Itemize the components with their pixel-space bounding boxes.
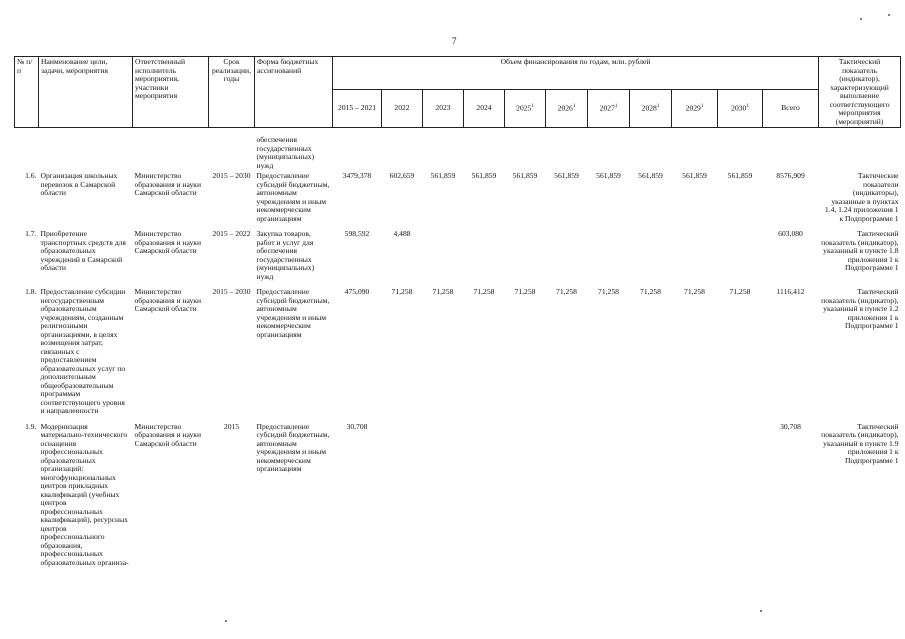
funding-value — [630, 229, 672, 282]
year-header — [423, 90, 464, 128]
scan-speck — [225, 620, 227, 622]
year-label: 2015 – 2021 — [338, 103, 376, 113]
table-row — [15, 422, 901, 569]
funding-value: 71,258 — [598, 287, 619, 296]
funding-value: 71,258 — [729, 287, 751, 296]
funding-value: 71,258 — [640, 287, 661, 296]
header-funding: Объем финансирования по годам, млн. рублей — [333, 57, 819, 90]
row-term: 2015 — [223, 421, 240, 431]
row-indicator: Тактический показатель (индикатор), указанный в пункте 1.2 приложения 1 к Подпрограмме 1 — [821, 287, 899, 330]
year-header — [505, 90, 546, 128]
row-indicator: Тактические показатели (индикаторы), указанные в пунктах 1.4, 1.24 приложения 1 к Подпрограмме 1 — [824, 171, 899, 223]
funding-value — [546, 422, 588, 569]
funding-value: 561,859 — [682, 171, 707, 180]
funding-value: 71,258 — [556, 287, 577, 296]
year-header — [718, 90, 763, 128]
row-term: 2015 – 2030 — [212, 171, 251, 180]
year-header — [546, 90, 588, 128]
funding-value: 8576,909 — [776, 171, 805, 180]
row-number: 1.8. — [25, 287, 37, 296]
year-label: 2026 — [557, 103, 573, 113]
funding-value: 598,592 — [344, 229, 370, 238]
year-footnote-mark: 1 — [746, 104, 749, 110]
funding-value — [718, 422, 763, 569]
funding-value: 561,859 — [638, 171, 663, 180]
year-header — [333, 90, 382, 128]
funding-value: 561,859 — [554, 171, 579, 180]
row-number: 1.6. — [25, 171, 37, 180]
funding-value: 561,859 — [512, 171, 538, 180]
row-executor: Министерство образования и науки Самарской области — [134, 287, 202, 313]
funding-value: 561,859 — [430, 171, 456, 180]
year-label: 2023 — [435, 103, 451, 113]
year-header — [588, 90, 630, 128]
funding-value: 4,488 — [393, 229, 411, 238]
year-label: 2028 — [641, 103, 657, 113]
funding-value — [382, 422, 423, 569]
funding-value: 561,859 — [596, 171, 621, 180]
row-term: 2015 – 2030 — [212, 287, 251, 296]
row-form: Предоставление субсидий бюджетным, автономным учреждениям и иным некоммерческим организациям — [256, 287, 330, 339]
header-form: Форма бюджетных ассигнований — [255, 57, 333, 128]
table-row — [15, 171, 901, 224]
scan-speck — [888, 14, 890, 16]
year-footnote-mark: 1 — [656, 104, 660, 110]
row-form: Предоставление субсидий бюджетным, автономным учреждениям и иным некоммерческим организациям — [256, 421, 330, 473]
funding-value: 1116,412 — [776, 287, 805, 296]
row-name: Приобретение транспортных средств для образовательных учреждений в Самарской области — [40, 229, 126, 272]
funding-value: 602,659 — [389, 171, 415, 180]
row-executor: Министерство образования и науки Самарской области — [134, 421, 202, 448]
funding-value: 71,258 — [514, 287, 536, 296]
year-label: 2025 — [516, 103, 532, 113]
funding-value — [423, 229, 464, 282]
year-label: 2022 — [394, 103, 410, 113]
funding-value — [464, 422, 505, 569]
scan-speck — [760, 610, 762, 612]
table-row — [15, 229, 901, 282]
header-name: Наименование цели, задачи, мероприятия — [39, 57, 133, 128]
year-header — [672, 90, 718, 128]
row-name: Модернизация материально-технического оснащения профессиональных образовательных организаций: многофункциональных центров прикладных квалификаций (учебных центров профессиональных квалификаций), ресурсных центров профессионального образования, профессиональных образовательных организа- — [40, 421, 129, 567]
funding-value: 30,708 — [780, 421, 801, 431]
funding-value: 603,080 — [778, 229, 803, 238]
header-num: № п/п — [15, 57, 39, 128]
table-row — [15, 287, 901, 417]
year-footnote-mark: 1 — [531, 104, 534, 110]
header-executor: Ответственный исполнитель мероприятия, участники мероприятия — [133, 57, 209, 128]
year-footnote-mark: 1 — [614, 104, 618, 110]
row-spacer — [15, 568, 901, 573]
year-label: 2027 — [599, 103, 615, 113]
funding-value — [630, 422, 672, 569]
row-form: Предоставление субсидий бюджетным, автономным учреждениям и иным некоммерческим организациям — [256, 171, 330, 223]
funding-value: 30,708 — [346, 421, 368, 431]
funding-value: 561,859 — [727, 171, 753, 180]
year-label: 2030 — [731, 103, 747, 113]
year-label: 2029 — [685, 103, 701, 113]
funding-value: 475,090 — [344, 287, 370, 296]
row-number: 1.9. — [25, 421, 37, 431]
continuation-row — [15, 128, 901, 172]
funding-value — [505, 229, 546, 282]
row-executor: Министерство образования и науки Самарской области — [134, 171, 202, 197]
funding-value: 3479,378 — [342, 171, 372, 180]
funding-value — [672, 229, 718, 282]
funding-value — [423, 422, 464, 569]
row-name: Организация школьных перевозок в Самарской области — [40, 171, 118, 197]
row-number: 1.7. — [25, 229, 37, 238]
row-form: Закупка товаров, работ и услуг для обеспечения государственных (муниципальных) нужд — [256, 229, 315, 281]
continuation-form: обеспечения государственных (муниципальных) нужд — [256, 135, 315, 170]
year-footnote-mark: 1 — [700, 104, 704, 110]
scan-speck — [860, 18, 862, 20]
funding-value — [588, 422, 630, 569]
row-term: 2015 – 2022 — [212, 229, 251, 238]
row-name: Предоставление субсидии негосударственным образовательным учреждениям, созданным религиозными организациями, в целях возмещения затрат, связанных с предоставлением образовательных услуг по дополнительным общеобразовательным программам соответствующего уровня и направленности — [40, 287, 126, 415]
table-body — [15, 128, 901, 574]
funding-value — [546, 229, 588, 282]
header-indicator: Тактический показатель (индикатор), характеризующий выполнение соответствующего мероприятия (мероприятий) — [819, 57, 901, 128]
year-label: 2024 — [476, 103, 492, 113]
funding-value — [718, 229, 763, 282]
funding-value — [505, 422, 546, 569]
spacer-cell — [15, 568, 901, 573]
funding-value: 561,859 — [471, 171, 497, 180]
row-indicator: Тактический показатель (индикатор), указанный в пункте 1.9 приложения 1 к Подпрограмме 1 — [821, 421, 899, 465]
year-header — [464, 90, 505, 128]
year-header — [763, 90, 819, 128]
funding-value: 71,258 — [432, 287, 454, 296]
header-term: Срок реализации, годы — [209, 57, 255, 128]
funding-table — [14, 56, 901, 573]
year-footnote-mark: 1 — [572, 104, 576, 110]
funding-value — [588, 229, 630, 282]
page-number: 7 — [452, 36, 457, 46]
funding-value: 71,258 — [391, 287, 413, 296]
year-label: Всего — [781, 103, 800, 113]
year-header — [630, 90, 672, 128]
funding-value — [672, 422, 718, 569]
row-indicator: Тактический показатель (индикатор), указанный в пункте 1.8 приложения 1 к Подпрограмме 1 — [821, 229, 899, 272]
funding-value: 71,258 — [684, 287, 705, 296]
row-executor: Министерство образования и науки Самарской области — [134, 229, 202, 255]
year-header — [382, 90, 423, 128]
funding-value: 71,258 — [473, 287, 495, 296]
funding-value — [464, 229, 505, 282]
